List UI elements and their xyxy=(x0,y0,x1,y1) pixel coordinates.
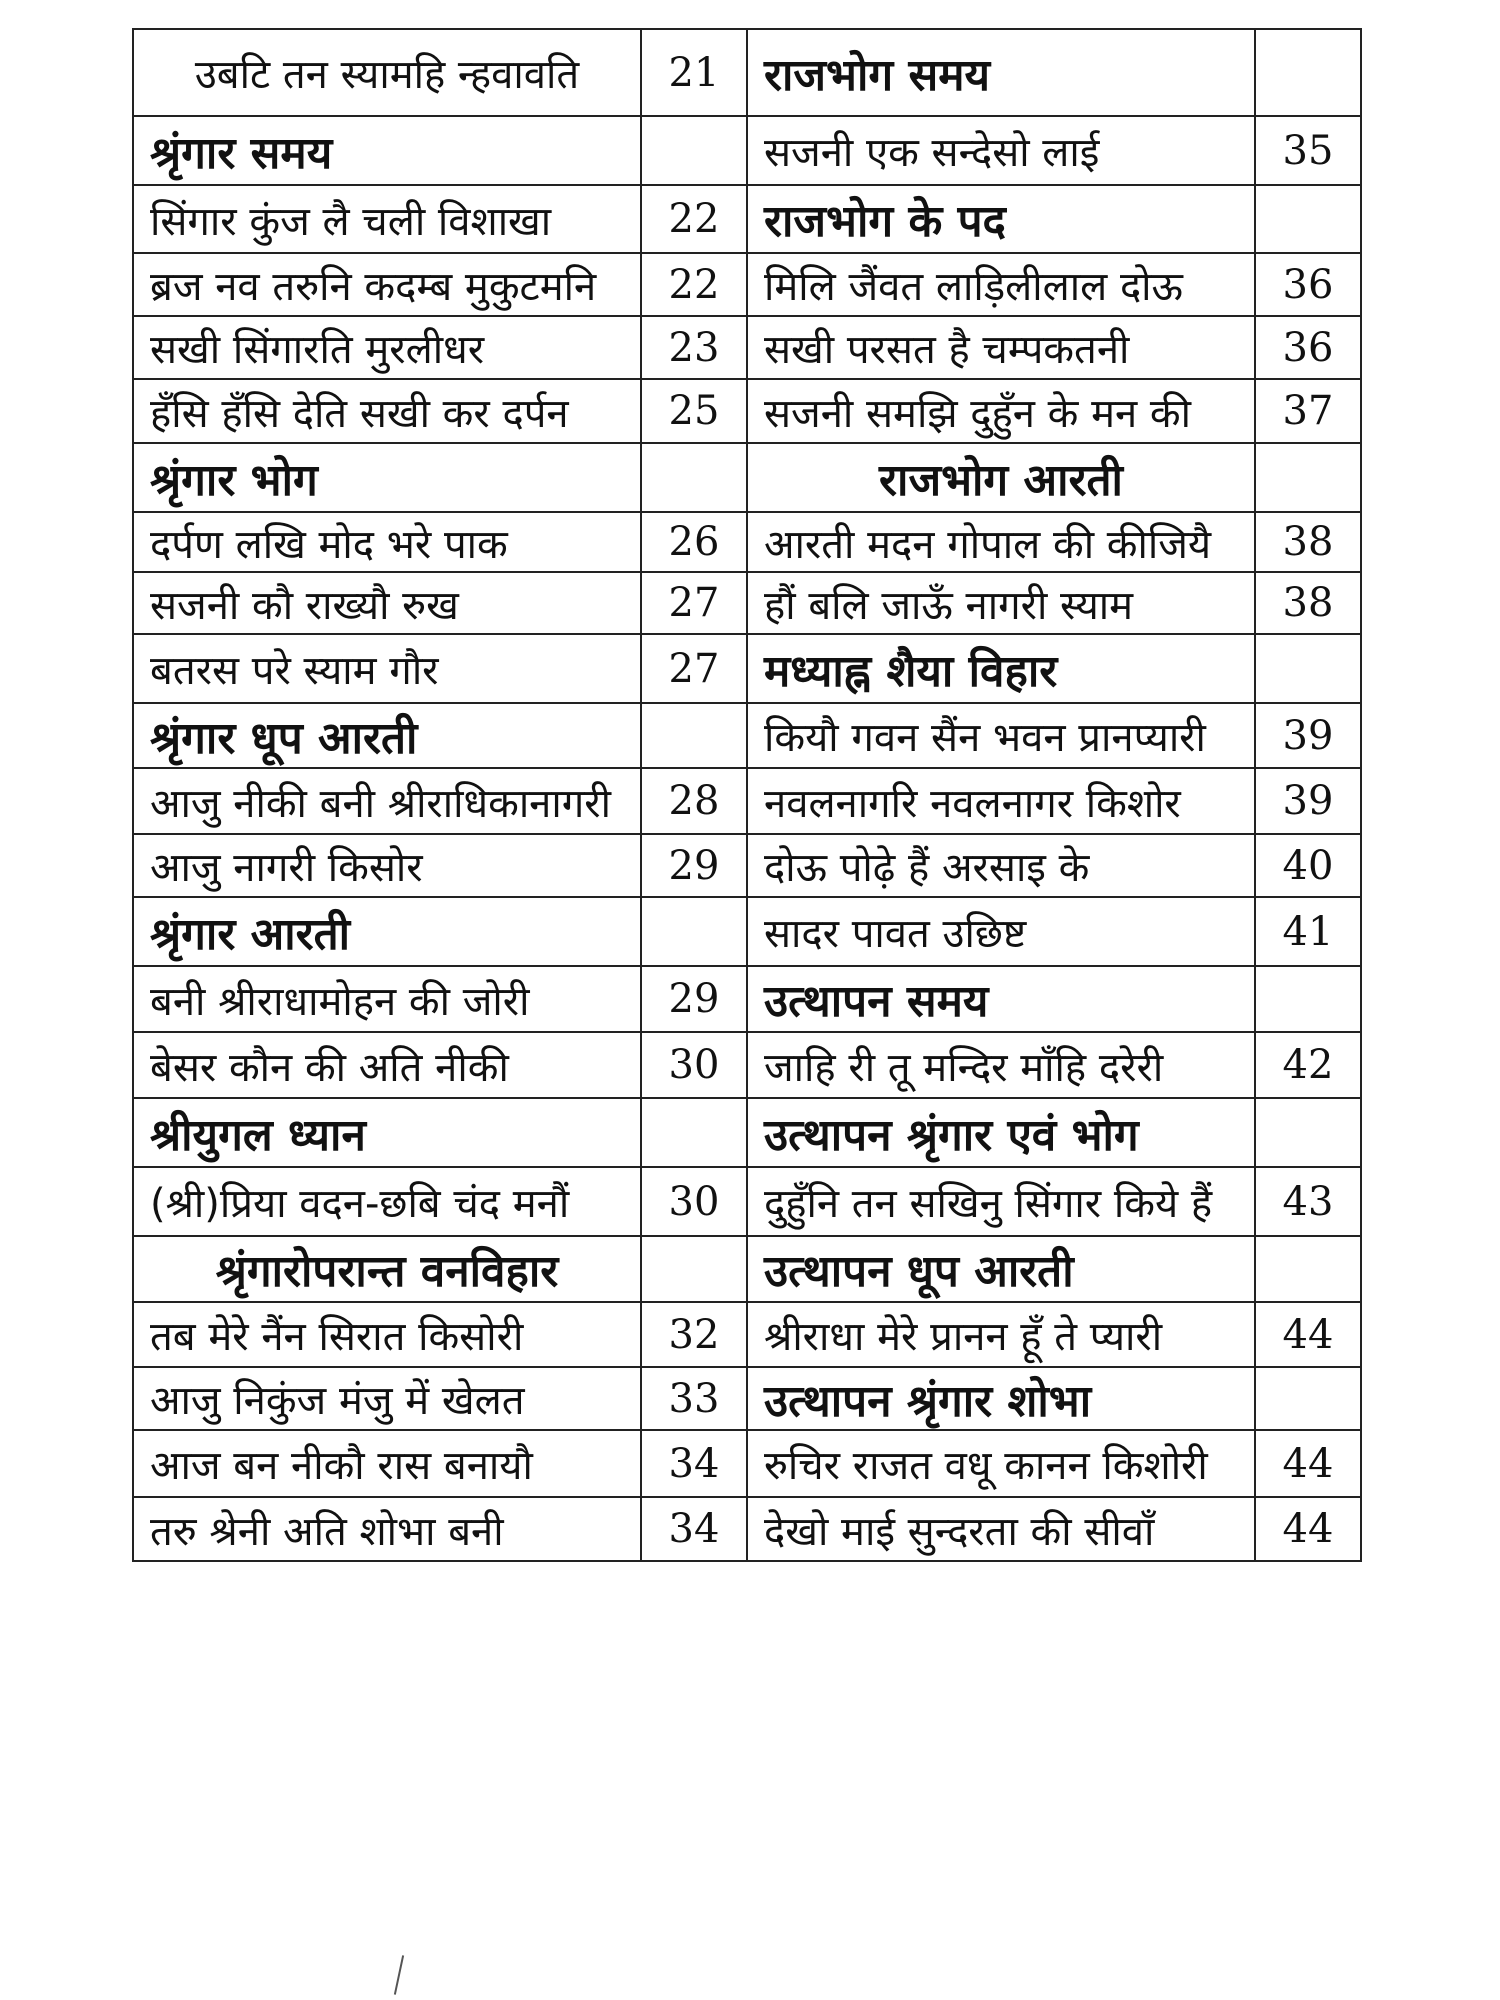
page-number-right: 44 xyxy=(1255,1497,1361,1561)
page-number-right xyxy=(1255,1236,1361,1302)
page-number-left: 23 xyxy=(641,316,747,379)
entry-title-right: कियौ गवन सैंन भवन प्रानप्यारी xyxy=(747,703,1255,768)
entry-title-right: नवलनागरि नवलनागर किशोर xyxy=(747,768,1255,834)
page-number-left: 27 xyxy=(641,634,747,703)
table-row xyxy=(133,966,1361,1032)
page-number-right xyxy=(1255,443,1361,512)
page-number-right: 38 xyxy=(1255,572,1361,634)
entry-title-right: दोऊ पोढ़े हैं अरसाइ के xyxy=(747,834,1255,897)
entry-title-left: आजु निकुंज मंजु में खेलत xyxy=(133,1367,641,1430)
table-row xyxy=(133,1098,1361,1167)
table-row xyxy=(133,1302,1361,1367)
section-heading-left: श्रृंगार भोग xyxy=(133,443,641,512)
table-row xyxy=(133,634,1361,703)
table-row xyxy=(133,379,1361,443)
page-number-right: 39 xyxy=(1255,703,1361,768)
table-row xyxy=(133,768,1361,834)
page-number-left xyxy=(641,116,747,185)
page-number-right xyxy=(1255,1367,1361,1430)
page-number-right xyxy=(1255,185,1361,253)
entry-title-left: सिंगार कुंज लै चली विशाखा xyxy=(133,185,641,253)
table-row xyxy=(133,29,1361,116)
entry-title-left: आज बन नीकौ रास बनायौ xyxy=(133,1430,641,1497)
entry-title-right: हौं बलि जाऊँ नागरी स्याम xyxy=(747,572,1255,634)
stray-pen-mark xyxy=(394,1955,404,1995)
page-number-left xyxy=(641,897,747,966)
page-number-right: 44 xyxy=(1255,1430,1361,1497)
page-number-left: 22 xyxy=(641,185,747,253)
section-heading-left: श्रृंगारोपरान्त वनविहार xyxy=(133,1236,641,1302)
section-heading-left: श्रृंगार धूप आरती xyxy=(133,703,641,768)
table-row xyxy=(133,572,1361,634)
entry-title-right: मिलि जैंवत लाड़िलीलाल दोऊ xyxy=(747,253,1255,316)
section-heading-right: उत्थापन श्रृंगार एवं भोग xyxy=(747,1098,1255,1167)
table-row xyxy=(133,1497,1361,1561)
page-number-left: 30 xyxy=(641,1167,747,1236)
table-row xyxy=(133,512,1361,572)
entry-title-left: सजनी कौ राख्यौ रुख xyxy=(133,572,641,634)
table-row xyxy=(133,1367,1361,1430)
entry-title-left: सखी सिंगारति मुरलीधर xyxy=(133,316,641,379)
page-number-right xyxy=(1255,29,1361,116)
table-row xyxy=(133,1430,1361,1497)
table-row xyxy=(133,185,1361,253)
contents-table-body xyxy=(133,29,1361,1561)
entry-title-left: तब मेरे नैंन सिरात किसोरी xyxy=(133,1302,641,1367)
page-number-right: 41 xyxy=(1255,897,1361,966)
page-number-right: 42 xyxy=(1255,1032,1361,1098)
page-number-left: 27 xyxy=(641,572,747,634)
entry-title-right: सजनी एक सन्देसो लाई xyxy=(747,116,1255,185)
table-row xyxy=(133,253,1361,316)
entry-title-left: तरु श्रेनी अति शोभा बनी xyxy=(133,1497,641,1561)
section-heading-right: राजभोग समय xyxy=(747,29,1255,116)
section-heading-right: उत्थापन धूप आरती xyxy=(747,1236,1255,1302)
entry-title-left: बनी श्रीराधामोहन की जोरी xyxy=(133,966,641,1032)
table-row xyxy=(133,116,1361,185)
entry-title-right: सजनी समझि दुहुँन के मन की xyxy=(747,379,1255,443)
page-number-left xyxy=(641,1098,747,1167)
section-heading-right: राजभोग के पद xyxy=(747,185,1255,253)
page-number-left: 30 xyxy=(641,1032,747,1098)
page-number-right xyxy=(1255,634,1361,703)
section-heading-right: मध्याह्न शैया विहार xyxy=(747,634,1255,703)
table-row xyxy=(133,1167,1361,1236)
page-number-right xyxy=(1255,966,1361,1032)
page-number-left xyxy=(641,703,747,768)
page-number-left: 26 xyxy=(641,512,747,572)
section-heading-right: उत्थापन समय xyxy=(747,966,1255,1032)
page-number-left: 22 xyxy=(641,253,747,316)
page-number-right: 36 xyxy=(1255,316,1361,379)
page-number-right: 38 xyxy=(1255,512,1361,572)
table-row xyxy=(133,1236,1361,1302)
entry-title-right: रुचिर राजत वधू कानन किशोरी xyxy=(747,1430,1255,1497)
entry-title-left: हँसि हँसि देति सखी कर दर्पन xyxy=(133,379,641,443)
page-number-left: 29 xyxy=(641,834,747,897)
table-row xyxy=(133,703,1361,768)
entry-title-left: (श्री)प्रिया वदन-छबि चंद मनौं xyxy=(133,1167,641,1236)
page-number-left xyxy=(641,443,747,512)
page-number-left: 28 xyxy=(641,768,747,834)
section-heading-right: राजभोग आरती xyxy=(747,443,1255,512)
table-row xyxy=(133,834,1361,897)
entry-title-left: आजु नीकी बनी श्रीराधिकानागरी xyxy=(133,768,641,834)
table-row xyxy=(133,1032,1361,1098)
contents-table xyxy=(132,28,1362,1562)
page-number-left: 25 xyxy=(641,379,747,443)
page-number-left: 34 xyxy=(641,1497,747,1561)
page-number-right: 39 xyxy=(1255,768,1361,834)
page-number-left: 34 xyxy=(641,1430,747,1497)
page-number-right: 37 xyxy=(1255,379,1361,443)
page-number-right: 44 xyxy=(1255,1302,1361,1367)
section-heading-left: श्रीयुगल ध्यान xyxy=(133,1098,641,1167)
page-number-right: 35 xyxy=(1255,116,1361,185)
section-heading-left: श्रृंगार समय xyxy=(133,116,641,185)
page-number-left xyxy=(641,1236,747,1302)
section-heading-right: उत्थापन श्रृंगार शोभा xyxy=(747,1367,1255,1430)
entry-title-left: उबटि तन स्यामहि न्हवावति xyxy=(133,29,641,116)
entry-title-right: जाहि री तू मन्दिर माँहि दरेरी xyxy=(747,1032,1255,1098)
entry-title-left: बेसर कौन की अति नीकी xyxy=(133,1032,641,1098)
table-row xyxy=(133,316,1361,379)
page-number-right xyxy=(1255,1098,1361,1167)
page-number-left: 32 xyxy=(641,1302,747,1367)
table-row xyxy=(133,897,1361,966)
page-number-right: 43 xyxy=(1255,1167,1361,1236)
entry-title-left: आजु नागरी किसोर xyxy=(133,834,641,897)
page-number-right: 36 xyxy=(1255,253,1361,316)
entry-title-right: सखी परसत है चम्पकतनी xyxy=(747,316,1255,379)
page-number-right: 40 xyxy=(1255,834,1361,897)
page-number-left: 33 xyxy=(641,1367,747,1430)
entry-title-left: बतरस परे स्याम गौर xyxy=(133,634,641,703)
entry-title-right: सादर पावत उछिष्ट xyxy=(747,897,1255,966)
entry-title-right: आरती मदन गोपाल की कीजियै xyxy=(747,512,1255,572)
entry-title-left: ब्रज नव तरुनि कदम्ब मुकुटमनि xyxy=(133,253,641,316)
section-heading-left: श्रृंगार आरती xyxy=(133,897,641,966)
page-number-left: 29 xyxy=(641,966,747,1032)
entry-title-right: देखो माई सुन्दरता की सीवाँ xyxy=(747,1497,1255,1561)
table-row xyxy=(133,443,1361,512)
entry-title-right: दुहुँनि तन सखिनु सिंगार किये हैं xyxy=(747,1167,1255,1236)
page-number-left: 21 xyxy=(641,29,747,116)
entry-title-left: दर्पण लखि मोद भरे पाक xyxy=(133,512,641,572)
entry-title-right: श्रीराधा मेरे प्रानन हूँ ते प्यारी xyxy=(747,1302,1255,1367)
